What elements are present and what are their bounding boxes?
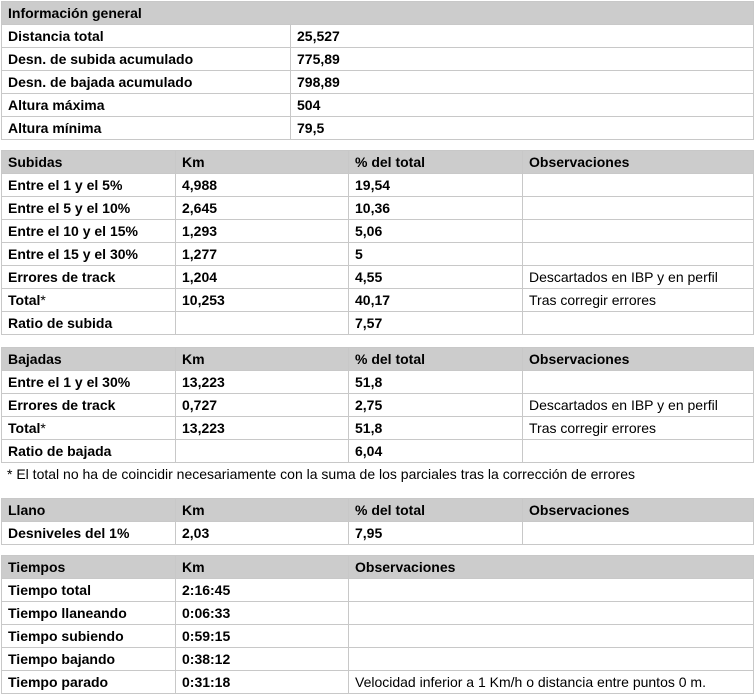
table-row xyxy=(2,71,754,94)
observations-cell xyxy=(523,522,754,545)
km-cell: 2,03 xyxy=(176,522,349,545)
column-header: % del total xyxy=(349,348,523,371)
km-cell: 10,253 xyxy=(176,289,349,312)
table-row xyxy=(2,371,754,394)
km-cell: 1,204 xyxy=(176,266,349,289)
row-value: 798,89 xyxy=(291,71,754,94)
row-label: Tiempo bajando xyxy=(2,648,176,671)
table-row xyxy=(2,243,754,266)
row-label: Ratio de bajada xyxy=(2,440,176,463)
column-header: Tiempos xyxy=(2,556,176,579)
row-label: Desn. de subida acumulado xyxy=(2,48,291,71)
table-row xyxy=(2,220,754,243)
row-label: Errores de track xyxy=(2,394,176,417)
row-label: Entre el 5 y el 10% xyxy=(2,197,176,220)
column-header: Observaciones xyxy=(523,499,754,522)
column-header: Observaciones xyxy=(523,348,754,371)
row-label xyxy=(2,289,176,312)
km-cell: 13,223 xyxy=(176,371,349,394)
row-label: Ratio de subida xyxy=(2,312,176,335)
percent-cell: 7,57 xyxy=(349,312,523,335)
observations-cell xyxy=(523,197,754,220)
table-row xyxy=(2,648,754,671)
general-info-title: Información general xyxy=(2,2,754,25)
time-cell: 0:31:18 xyxy=(176,671,349,694)
row-label: Entre el 1 y el 5% xyxy=(2,174,176,197)
column-header: Llano xyxy=(2,499,176,522)
total-label: Total xyxy=(8,420,41,436)
percent-cell: 5,06 xyxy=(349,220,523,243)
observations-cell: Tras corregir errores xyxy=(523,289,754,312)
row-label: Entre el 1 y el 30% xyxy=(2,371,176,394)
km-cell xyxy=(176,440,349,463)
table-row xyxy=(2,312,754,335)
km-cell: 4,988 xyxy=(176,174,349,197)
table-row xyxy=(2,94,754,117)
percent-cell: 4,55 xyxy=(349,266,523,289)
subidas-table xyxy=(1,150,754,335)
km-cell xyxy=(176,312,349,335)
row-label: Altura mínima xyxy=(2,117,291,140)
table-row xyxy=(2,522,754,545)
observations-cell xyxy=(523,312,754,335)
row-label: Entre el 15 y el 30% xyxy=(2,243,176,266)
row-value: 504 xyxy=(291,94,754,117)
column-header: Km xyxy=(176,499,349,522)
table-row xyxy=(2,417,754,440)
column-header: Km xyxy=(176,151,349,174)
general-info-header-row xyxy=(2,2,754,25)
percent-cell: 19,54 xyxy=(349,174,523,197)
table-row xyxy=(2,602,754,625)
time-cell: 0:06:33 xyxy=(176,602,349,625)
table-row xyxy=(2,48,754,71)
column-header: % del total xyxy=(349,499,523,522)
row-label: Distancia total xyxy=(2,25,291,48)
row-label: Tiempo subiendo xyxy=(2,625,176,648)
llano-table xyxy=(1,498,754,545)
observations-cell: Velocidad inferior a 1 Km/h o distancia entre puntos 0 m. xyxy=(349,671,754,694)
footnote-mark: * xyxy=(40,292,46,308)
observations-cell xyxy=(523,243,754,266)
percent-cell: 51,8 xyxy=(349,371,523,394)
observations-cell xyxy=(349,602,754,625)
percent-cell: 51,8 xyxy=(349,417,523,440)
table-row xyxy=(2,266,754,289)
percent-cell: 10,36 xyxy=(349,197,523,220)
row-label: Entre el 10 y el 15% xyxy=(2,220,176,243)
total-label: Total xyxy=(8,292,41,308)
row-label xyxy=(2,417,176,440)
percent-cell: 7,95 xyxy=(349,522,523,545)
table-row xyxy=(2,25,754,48)
observations-cell xyxy=(523,174,754,197)
time-cell: 2:16:45 xyxy=(176,579,349,602)
row-label: Tiempo llaneando xyxy=(2,602,176,625)
observations-cell xyxy=(523,371,754,394)
row-value: 79,5 xyxy=(291,117,754,140)
table-row xyxy=(2,625,754,648)
km-cell: 1,277 xyxy=(176,243,349,266)
row-label: Tiempo parado xyxy=(2,671,176,694)
bajadas-header-row xyxy=(2,348,754,371)
observations-cell: Descartados en IBP y en perfil xyxy=(523,266,754,289)
percent-cell: 5 xyxy=(349,243,523,266)
percent-cell: 40,17 xyxy=(349,289,523,312)
column-header: Observaciones xyxy=(523,151,754,174)
row-label: Tiempo total xyxy=(2,579,176,602)
row-label: Desniveles del 1% xyxy=(2,522,176,545)
observations-cell: Tras corregir errores xyxy=(523,417,754,440)
table-row xyxy=(2,440,754,463)
observations-cell xyxy=(523,220,754,243)
table-row xyxy=(2,117,754,140)
footnote-text: * El total no ha de coincidir necesariamente con la suma de los parciales tras la corrección de errores xyxy=(7,466,635,482)
column-header: Observaciones xyxy=(349,556,754,579)
km-cell: 0,727 xyxy=(176,394,349,417)
tiempos-header-row xyxy=(2,556,754,579)
column-header: Bajadas xyxy=(2,348,176,371)
km-cell: 2,645 xyxy=(176,197,349,220)
column-header: Subidas xyxy=(2,151,176,174)
table-row xyxy=(2,671,754,694)
observations-cell xyxy=(523,440,754,463)
table-row xyxy=(2,289,754,312)
bajadas-table xyxy=(1,347,754,463)
observations-cell xyxy=(349,579,754,602)
column-header: Km xyxy=(176,556,349,579)
table-row xyxy=(2,394,754,417)
time-cell: 0:38:12 xyxy=(176,648,349,671)
km-cell: 13,223 xyxy=(176,417,349,440)
row-value: 25,527 xyxy=(291,25,754,48)
observations-cell: Descartados en IBP y en perfil xyxy=(523,394,754,417)
subidas-header-row xyxy=(2,151,754,174)
column-header: % del total xyxy=(349,151,523,174)
table-row xyxy=(2,174,754,197)
footnote-mark: * xyxy=(40,420,46,436)
row-label: Altura máxima xyxy=(2,94,291,117)
row-label: Errores de track xyxy=(2,266,176,289)
general-info-table xyxy=(1,1,754,140)
table-row xyxy=(2,579,754,602)
observations-cell xyxy=(349,648,754,671)
row-value: 775,89 xyxy=(291,48,754,71)
table-row xyxy=(2,197,754,220)
observations-cell xyxy=(349,625,754,648)
row-label: Desn. de bajada acumulado xyxy=(2,71,291,94)
column-header: Km xyxy=(176,348,349,371)
percent-cell: 6,04 xyxy=(349,440,523,463)
time-cell: 0:59:15 xyxy=(176,625,349,648)
km-cell: 1,293 xyxy=(176,220,349,243)
percent-cell: 2,75 xyxy=(349,394,523,417)
tiempos-table xyxy=(1,555,754,694)
llano-header-row xyxy=(2,499,754,522)
